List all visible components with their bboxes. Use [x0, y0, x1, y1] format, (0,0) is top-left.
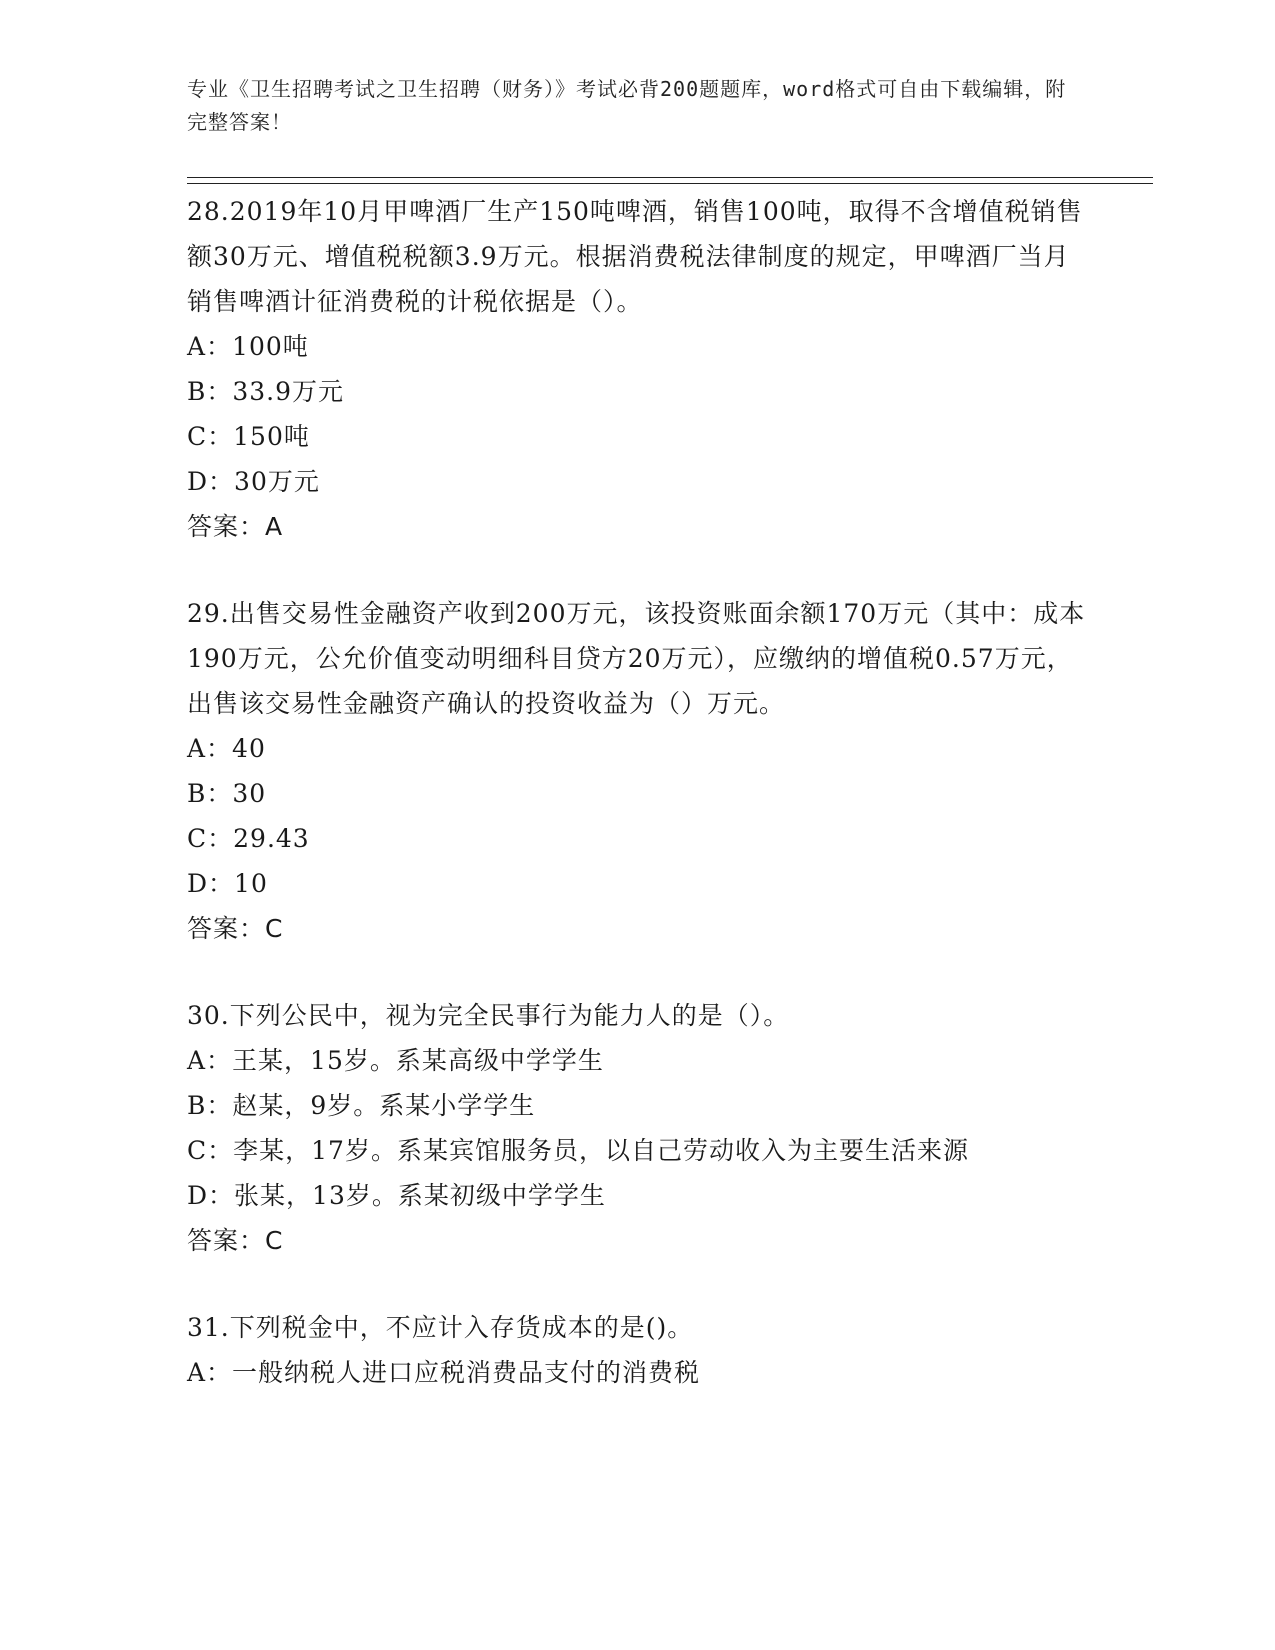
option-a: A：40 — [187, 734, 266, 763]
question-text: 28.2019年10月甲啤酒厂生产150吨啤酒，销售100吨，取得不含增值税销售额30万元、增值税税额3.9万元。根据消费税法律制度的规定，甲啤酒厂当月销售啤酒计征消费税的计税依据是（）。 — [187, 197, 1083, 316]
question-28 — [187, 189, 1087, 549]
option-a: A：100吨 — [187, 332, 309, 361]
question-31 — [187, 1305, 1087, 1395]
option-c: C：李某，17岁。系某宾馆服务员，以自己劳动收入为主要生活来源 — [187, 1136, 969, 1165]
question-29 — [187, 591, 1087, 951]
option-d: D：30万元 — [187, 467, 320, 496]
question-30 — [187, 993, 1087, 1263]
question-text: 30.下列公民中，视为完全民事行为能力人的是（）。 — [187, 1001, 790, 1030]
question-text: 29.出售交易性金融资产收到200万元，该投资账面余额170万元（其中：成本190万元，公允价值变动明细科目贷方20万元），应缴纳的增值税0.57万元，出售该交易性金融资产确认的投资收益为（）万元。 — [187, 599, 1086, 718]
option-d: D：10 — [187, 869, 268, 898]
option-b: B：30 — [187, 779, 267, 808]
option-c: C：29.43 — [187, 824, 310, 853]
option-b: B：33.9万元 — [187, 377, 345, 406]
document-title: 专业《卫生招聘考试之卫生招聘（财务）》考试必背200题题库，word格式可自由下载编辑，附完整答案！ — [187, 77, 1067, 134]
answer-line: 答案：C — [187, 1226, 284, 1255]
question-list — [187, 189, 1087, 1437]
question-text: 31.下列税金中，不应计入存货成本的是()。 — [187, 1313, 694, 1342]
answer-line: 答案：C — [187, 914, 284, 943]
answer-line: 答案：A — [187, 512, 284, 541]
option-a: A：王某，15岁。系某高级中学学生 — [187, 1046, 604, 1075]
header-divider — [187, 177, 1153, 178]
option-b: B：赵某，9岁。系某小学学生 — [187, 1091, 536, 1120]
option-c: C：150吨 — [187, 422, 310, 451]
option-d: D：张某，13岁。系某初级中学学生 — [187, 1181, 606, 1210]
option-a: A：一般纳税人进口应税消费品支付的消费税 — [187, 1358, 701, 1387]
header-divider-second — [187, 183, 1153, 184]
